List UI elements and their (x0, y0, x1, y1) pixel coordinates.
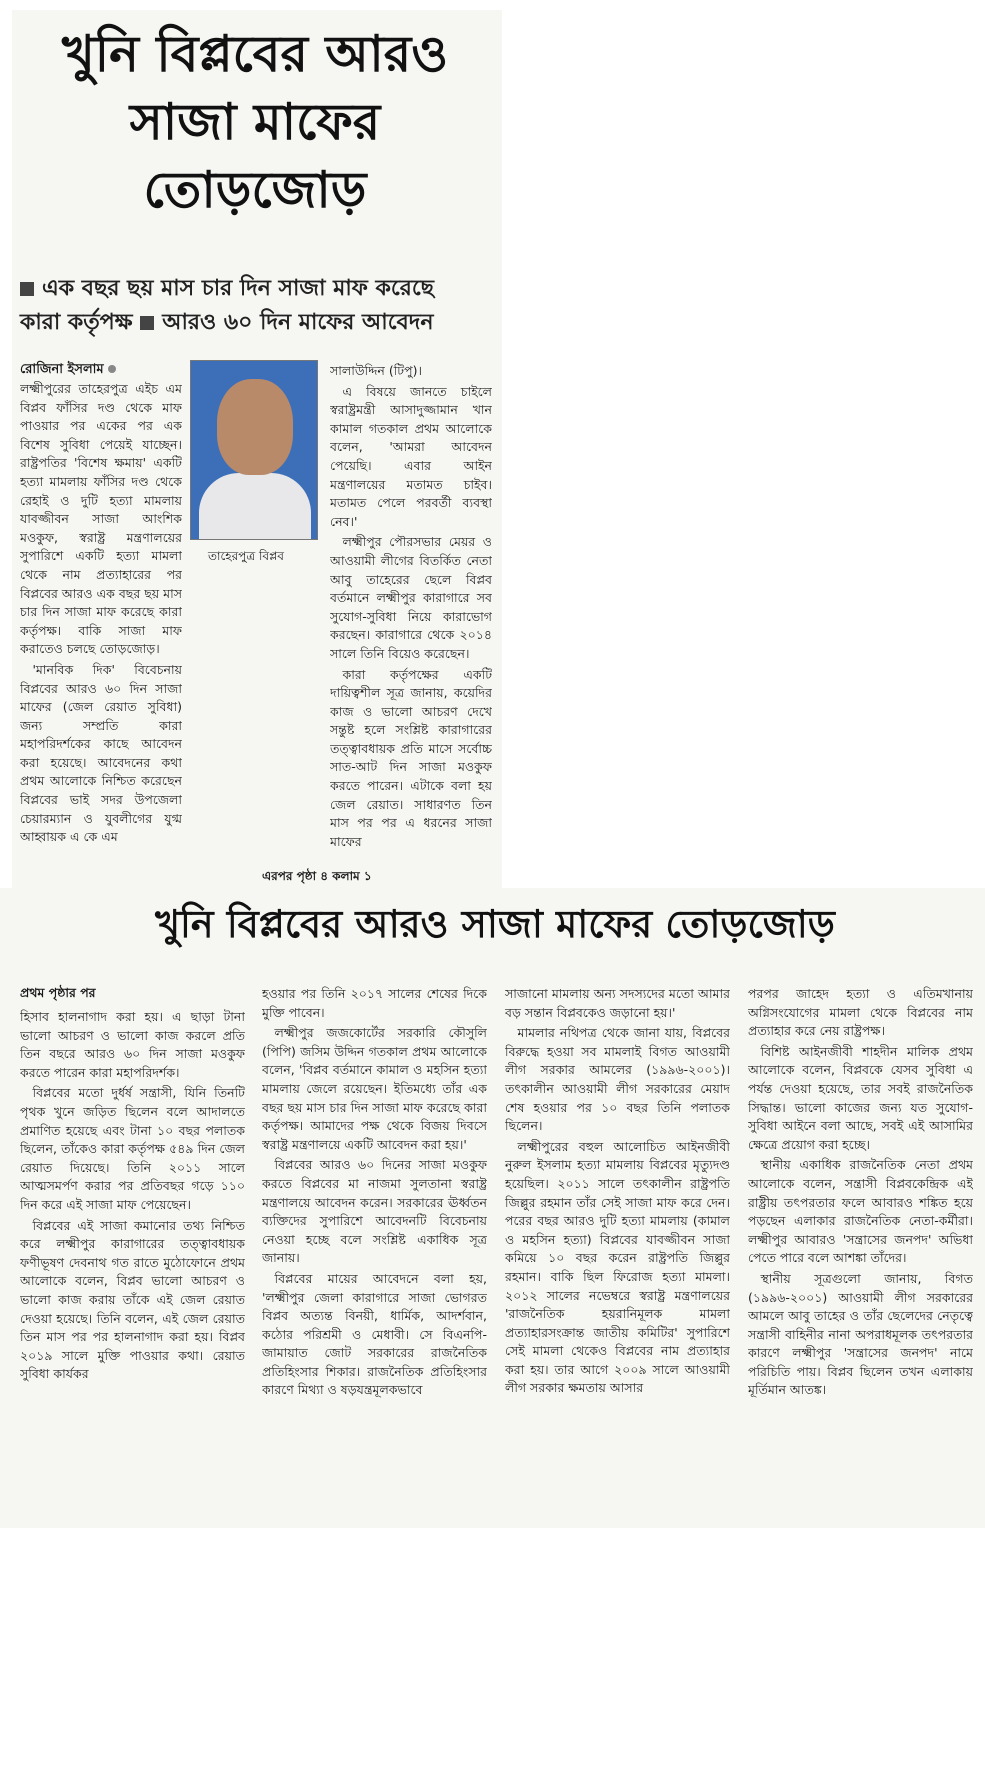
paragraph: বিপ্লবের এই সাজা কমানোর তথ্য নিশ্চিত করে লক্ষ্মীপুর কারাগারের তত্ত্বাবধায়ক ফণীভূষণ দেবনাথ গত রাতে মুঠোফোনে প্রথম আলোকে বলেন, বিপ্লব ভালো আচরণ ও ভালো কাজ করায় তাঁকে এই জেল রেয়াত দেওয়া হয়েছে। তিনি বলেন, এই জেল রেয়াত তিন মাস পর পর হালনাগাদ করা হয়। বিপ্লব ২০১৯ সালে মুক্তি পাওয়ার কথা। রেয়াত সুবিধা কার্যকর (20, 1217, 245, 1382)
headline-line: তোড়জোড় (143, 161, 367, 219)
byline-name: রোজিনা ইসলাম (20, 362, 104, 377)
paragraph: সালাউদ্দিন (টিপু)। (330, 363, 422, 378)
paragraph: এ বিষয়ে জানতে চাইলে স্বরাষ্ট্রমন্ত্রী আসাদুজ্জামান খান কামাল গতকাল প্রথম আলোকে বলেন, 'আমরা আবেদন পেয়েছি। এবার আইন মন্ত্রণালয়ের মতামত চাইব। মতামত পেলে পরবর্তী ব্যবস্থা নেব।' (330, 383, 492, 529)
dot-icon (108, 365, 116, 373)
paragraph: 'মানবিক দিক' বিবেচনায় বিপ্লবের আরও ৬০ দিন সাজা মাফের (জেল রেয়াত সুবিধা) জন্য সম্প্রতি কারা মহাপরিদর্শকের কাছে আবেদন করা হয়েছে। আবেদনের কথা প্রথম আলোকে নিশ্চিত করেছেন বিপ্লবের ভাই সদর উপজেলা চেয়ারম্যান ও যুবলীগের যুগ্ম আহ্বায়ক এ কে এম (20, 661, 182, 845)
jump-column-4 (748, 985, 973, 1520)
square-bullet-icon (140, 316, 154, 330)
subdeck-line-2a: কারা কর্তৃপক্ষ (20, 310, 133, 335)
front-column-2 (330, 362, 492, 862)
front-column-1 (20, 380, 182, 865)
paragraph: হওয়ার পর তিনি ২০১৭ সালের শেষের দিকে মুক্তি পাবেন। (262, 986, 487, 1020)
headline (20, 20, 490, 224)
paragraph: বিপ্লবের আরও ৬০ দিনের সাজা মওকুফ করতে বিপ্লবের মা নাজমা সুলতানা স্বরাষ্ট্র মন্ত্রণালয়ে আবেদন করেন। সরকারের ঊর্ধ্বতন ব্যক্তিদের সুপারিশে আবেদনটি বিবেচনায় নেওয়া হচ্ছে বলে সংশ্লিষ্ট একাধিক সূত্র জানায়। (262, 1157, 487, 1266)
jump-column-3 (505, 985, 730, 1520)
paragraph: স্থানীয় সূত্রগুলো জানায়, বিগত (১৯৯৬-২০০১) আওয়ামী লীগ সরকারের আমলে আবু তাহের ও তাঁর ছেলেদের নেতৃত্বে সন্ত্রাসী বাহিনীর নানা অপরাধমূলক তৎপরতার কারণে লক্ষ্মীপুর 'সন্ত্রাসের জনপদ' নামে পরিচিতি পায়। বিপ্লব ছিলেন তখন এলাকায় মূর্তিমান আতঙ্ক। (748, 1270, 973, 1398)
subdeck-line-1: এক বছর ছয় মাস চার দিন সাজা মাফ করেছে (42, 276, 434, 301)
jump-column-1 (20, 1008, 245, 1518)
photo-caption: তাহেরপুত্র বিপ্লব (208, 549, 284, 563)
paragraph: লক্ষ্মীপুর জজকোর্টের সরকারি কৌসুলি (পিপি) জসিম উদ্দিন গতকাল প্রথম আলোকে বলেন, 'বিপ্লব বর্তমানে কামাল ও মহসিন হত্যা মামলায় জেলে রয়েছেন। ইতিমধ্যে তাঁর এক বছর ছয় মাস চার দিন সাজা মাফ করেছে কারা কর্তৃপক্ষ। আমাদের পক্ষ থেকে বিজয় দিবসে স্বরাষ্ট্র মন্ত্রণালয়ে একটি আবেদন করা হয়।' (262, 1025, 487, 1152)
headline-line: খুনি বিপ্লবের আরও (61, 25, 449, 83)
paragraph: লক্ষ্মীপুর পৌরসভার মেয়র ও আওয়ামী লীগের বিতর্কিত নেতা আবু তাহেরের ছেলে বিপ্লব বর্তমানে লক্ষ্মীপুর কারাগারে সব সুযোগ-সুবিধা নিয়ে কারাভোগ করছেন। কারাগারে থেকে ২০১৪ সালে তিনি বিয়েও করেছেন। (330, 534, 492, 661)
subdeck (20, 272, 490, 340)
subdeck-line-2b: আরও ৬০ দিন মাফের আবেদন (162, 310, 434, 335)
paragraph: কারা কর্তৃপক্ষের একটি দায়িত্বশীল সূত্র জানায়, কয়েদির কাজ ও ভালো আচরণ দেখে সন্তুষ্ট হলে সংশ্লিষ্ট কারাগারের তত্ত্বাবধায়ক প্রতি মাসে সর্বোচ্চ সাত-আট দিন সাজা মওকুফ করতে পারেন। এটাকে বলা হয় জেল রেয়াত। সাধারণত তিন মাস পর পর এ ধরনের সাজা মাফের (330, 666, 492, 849)
jump-column-2 (262, 985, 487, 1520)
headline-line: সাজা মাফের (129, 93, 381, 151)
square-bullet-icon (20, 282, 34, 296)
paragraph: পরপর জাহেদ হত্যা ও এতিমখানায় অগ্নিসংযোগের মামলা থেকে বিপ্লবের নাম প্রত্যাহার করে নেয় রাষ্ট্রপক্ষ। (748, 986, 973, 1039)
jump-headline: খুনি বিপ্লবের আরও সাজা মাফের তোড়জোড় (155, 902, 835, 946)
paragraph: বিশিষ্ট আইনজীবী শাহদীন মালিক প্রথম আলোকে বলেন, বিপ্লবকে যেসব সুবিধা এ পর্যন্ত দেওয়া হয়েছে, তার সবই রাজনৈতিক সিদ্ধান্ত। ভালো কাজের জন্য যত সুযোগ-সুবিধা আইনে বলা আছে, সবই এই আসামির ক্ষেত্রে প্রয়োগ করা হচ্ছে। (748, 1043, 973, 1152)
portrait-photo (190, 360, 318, 540)
from-page-note: প্রথম পৃষ্ঠার পর (20, 985, 96, 1000)
byline (20, 360, 116, 381)
paragraph: বিপ্লবের মতো দুর্ধর্ষ সন্ত্রাসী, যিনি তিনটি পৃথক খুনে জড়িত ছিলেন বলে আদালতে প্রমাণিত হয়েছে এবং টানা ১০ বছর পলাতক ছিলেন, তাঁকেও কারা কর্তৃপক্ষ ৫৪৯ দিন জেল রেয়াত দিয়েছে। তিনি ২০১১ সালে আত্মসমর্পণ করার পর প্রতিবছর গড়ে ১১০ দিন করে এই সাজা মাফ পেয়েছেন। (20, 1085, 245, 1212)
paragraph: লক্ষ্মীপুরের বহুল আলোচিত আইনজীবী নুরুল ইসলাম হত্যা মামলায় বিপ্লবের মৃত্যুদণ্ড হয়েছিল। ২০১১ সালে তৎকালীন রাষ্ট্রপতি জিল্লুর রহমান তাঁর সেই সাজা মাফ করে দেন। পরের বছর আরও দুটি হত্যা মামলায় (কামাল ও মহসিন হত্যা) বিপ্লবের যাবজ্জীবন সাজা কমিয়ে ১০ বছর করেন রাষ্ট্রপতি জিল্লুর রহমান। বাকি ছিল ফিরোজ হত্যা মামলা। ২০১২ সালের নভেম্বরে স্বরাষ্ট্র মন্ত্রণালয়ের 'রাজনৈতিক হয়রানিমূলক মামলা প্রত্যাহারসংক্রান্ত জাতীয় কমিটির' সুপারিশে সেই মামলা থেকেও বিপ্লবের নাম প্রত্যাহার করা হয়। তার আগে ২০০৯ সালে আওয়ামী লীগ সরকার ক্ষমতায় আসার (505, 1138, 730, 1396)
continued-note: এরপর পৃষ্ঠা ৪ কলাম ১ (262, 869, 372, 883)
paragraph: মামলার নথিপত্র থেকে জানা যায়, বিপ্লবের বিরুদ্ধে হওয়া সব মামলাই বিগত আওয়ামী লীগ সরকার আমলের (১৯৯৬-২০০১)। তৎকালীন আওয়ামী লীগ সরকারের মেয়াদ শেষ হওয়ার পর ১০ বছর তিনি পলাতক ছিলেন। (505, 1025, 730, 1134)
paragraph: হিসাব হালনাগাদ করা হয়। এ ছাড়া টানা ভালো আচরণ ও ভালো কাজ করলে প্রতি তিন বছরে আরও ৬০ দিন সাজা মওকুফ করতে পারেন কারা মহাপরিদর্শক। (20, 1009, 245, 1080)
paragraph: লক্ষ্মীপুরের তাহেরপুত্র এইচ এম বিপ্লব ফাঁসির দণ্ড থেকে মাফ পাওয়ার পর একের পর এক বিশেষ সুবিধা পেয়েই যাচ্ছেন। রাষ্ট্রপতির 'বিশেষ ক্ষমায়' একটি হত্যা মামলায় ফাঁসির দণ্ড থেকে রেহাই ও দুটি হত্যা মামলায় যাবজ্জীবন সাজা আংশিক মওকুফ, স্বরাষ্ট্র মন্ত্রণালয়ের সুপারিশে একটি হত্যা মামলা থেকে নাম প্রত্যাহারের পর বিপ্লবের আরও এক বছর ছয় মাস চার দিন সাজা মাফ করেছে কারা কর্তৃপক্ষ। বাকি সাজা মাফ করাতেও চলছে তোড়জোড়। (20, 381, 182, 657)
paragraph: বিপ্লবের মায়ের আবেদনে বলা হয়, 'লক্ষ্মীপুর জেলা কারাগারে সাজা ভোগরত বিপ্লব অত্যন্ত বিনয়ী, ধার্মিক, আদর্শবান, কঠোর পরিশ্রমী ও মেধাবী। সে বিএনপি-জামায়াত জোট সরকারের রাজনৈতিক প্রতিহিংসার শিকার। রাজনৈতিক প্রতিহিংসার কারণে মিথ্যা ও ষড়যন্ত্রমূলকভাবে (262, 1270, 487, 1398)
paragraph: সাজানো মামলায় অন্য সদস্যদের মতো আমার বড় সন্তান বিপ্লবকেও জড়ানো হয়।' (505, 986, 730, 1020)
paragraph: স্থানীয় একাধিক রাজনৈতিক নেতা প্রথম আলোকে বলেন, সন্ত্রাসী বিপ্লবকেন্দ্রিক এই রাষ্ট্রীয় তৎপরতার ফলে আবারও শঙ্কিত হয়ে পড়ছেন এলাকার রাজনৈতিক নেতা-কর্মীরা। লক্ষ্মীপুর আবারও 'সন্ত্রাসের জনপদ' অভিধা পেতে পারে বলে আশঙ্কা তাঁদের। (748, 1157, 973, 1266)
